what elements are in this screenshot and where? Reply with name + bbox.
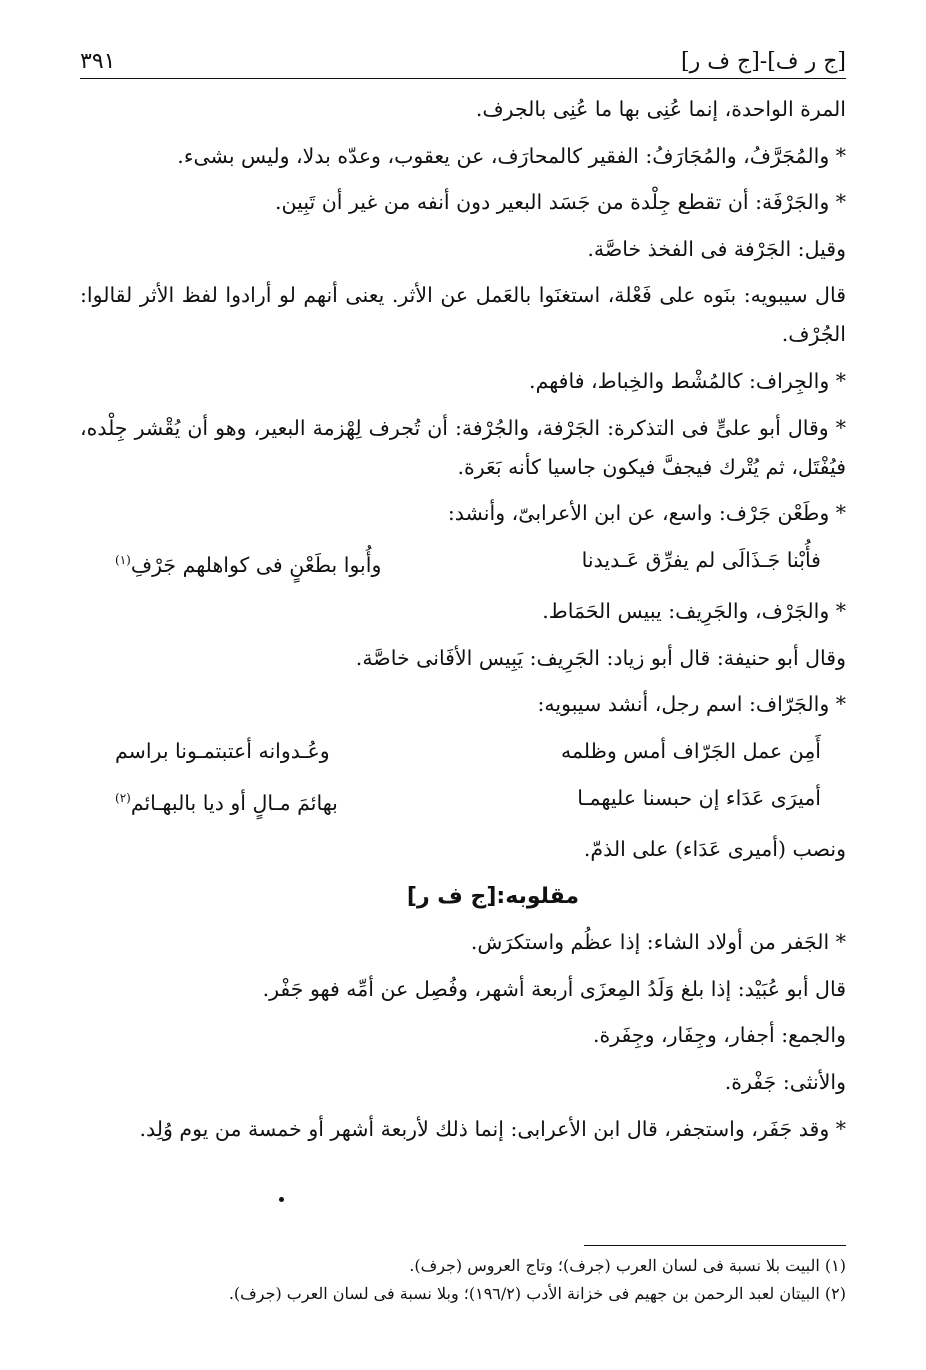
page-number: ٣٩١	[80, 49, 116, 74]
paragraph: * والمُجَرَّفُ، والمُجَارَفُ: الفقير كالمحارَف، عن يعقوب، وعدّه بدلا، وليس بشىء.	[177, 143, 846, 168]
paragraph: المرة الواحدة، إنما عُنِى بها ما عُنِى بالجرف.	[475, 97, 846, 121]
paragraph: * والجَرّاف: اسم رجل، أنشد سيبويه:	[537, 692, 846, 717]
main-text	[80, 90, 846, 1149]
verse-line	[80, 732, 846, 771]
hemistich-text: بهائمَ مـالٍ أو ديا بالبهـائم	[130, 790, 338, 815]
paragraph: * وقال أبو علىٍّ فى التذكرة: الجَرْفة، والجُرْفة: أن تُجرف لِهْزمة البعير، وهو أن يُقْشر جِلْده، فيُفْتَل، ثم يُتْرك فيجفَّ فيكون جاسيا كأنه بَعَرة.	[80, 415, 846, 479]
verse-hemistich-left	[115, 541, 381, 585]
paragraph: * وقد جَفَر، واستجفر، قال ابن الأعرابى: إنما ذلك لأربعة أشهر أو خمسة من يوم وُلِد.	[139, 1116, 846, 1141]
paragraph: * والجَرْفَة: أن تقطع جِلْدة من جَسَد البعير دون أنفه من غير أن تَبِين.	[275, 190, 846, 215]
paragraph: * وطَعْن جَرْف: واسع، عن ابن الأعرابىّ، وأنشد:	[447, 501, 846, 526]
page-header	[80, 40, 846, 74]
header-rule	[80, 78, 846, 79]
verse-hemistich-left	[115, 779, 338, 823]
section-title: مقلوبه:[ج ف ر]	[406, 883, 580, 909]
verse-line	[80, 779, 846, 823]
paragraph: قال أبو عُبَيْد: إذا بلغ وَلَدُ المِعزَى أربعة أشهر، وفُصِل عن أمِّه فهو جَفْر.	[262, 976, 846, 1001]
ink-dot	[279, 1197, 284, 1202]
paragraph: قال سيبويه: بنَوه على فَعْلة، استغنَوا بالعَمل عن الأثر. يعنى أنهم لو أرادوا لفظ الأثر لقالوا: الجُرْف.	[80, 283, 846, 347]
footnote: (٢) البيتان لعبد الرحمن بن جهيم فى خزانة الأدب (١٩٦/٢)؛ وبلا نسبة فى لسان العرب (جرف).	[228, 1284, 846, 1303]
footnote-marker: (١)	[115, 552, 131, 567]
paragraph: * والجِراف: كالمُشْط والخِباط، فافهم.	[529, 368, 846, 393]
paragraph: * والجَرْف، والجَرِيف: يبيس الحَمَاط.	[542, 599, 846, 624]
paragraph: وقال أبو حنيفة: قال أبو زياد: الجَرِيف: يَبِيس الأفَانى خاصَّة.	[355, 645, 846, 670]
verse-hemistich-right: فأُبْنا جَـذَالَى لم يفرِّق عَـديدنا	[581, 547, 821, 572]
verse-hemistich-left: وعُـدوانه أعتبتمـونا براسم	[115, 738, 330, 763]
footnote-marker: (٢)	[115, 790, 131, 805]
paragraph: ونصب (أميرى عَدَاء) على الذمّ.	[583, 836, 846, 861]
running-title: [ج ر ف]-[ج ف ر]	[681, 49, 846, 74]
footnotes	[80, 1252, 846, 1308]
verse-hemistich-right: أميرَى عَدَاء إن حبسنا عليهمـا	[577, 785, 821, 810]
paragraph: * الجَفر من أولاد الشاء: إذا عظُم واستكرَش.	[470, 930, 846, 955]
verse-hemistich-right: أَمِن عمل الجَرّاف أمس وظلمه	[560, 738, 821, 763]
verse-line	[80, 541, 846, 585]
paragraph: والأنثى: جَفْرة.	[724, 1069, 846, 1094]
paragraph: وقيل: الجَرْفة فى الفخذ خاصَّة.	[587, 236, 846, 261]
footnote-rule	[584, 1245, 846, 1246]
paragraph: والجمع: أجفار، وجِفَار، وجِفَرة.	[592, 1023, 846, 1048]
hemistich-text: وأُبوا بطَعْنٍ فى كواهلهم جَرْفِ	[130, 552, 382, 577]
footnote: (١) البيت بلا نسبة فى لسان العرب (جرف)؛ وتاج العروس (جرف).	[409, 1256, 846, 1275]
